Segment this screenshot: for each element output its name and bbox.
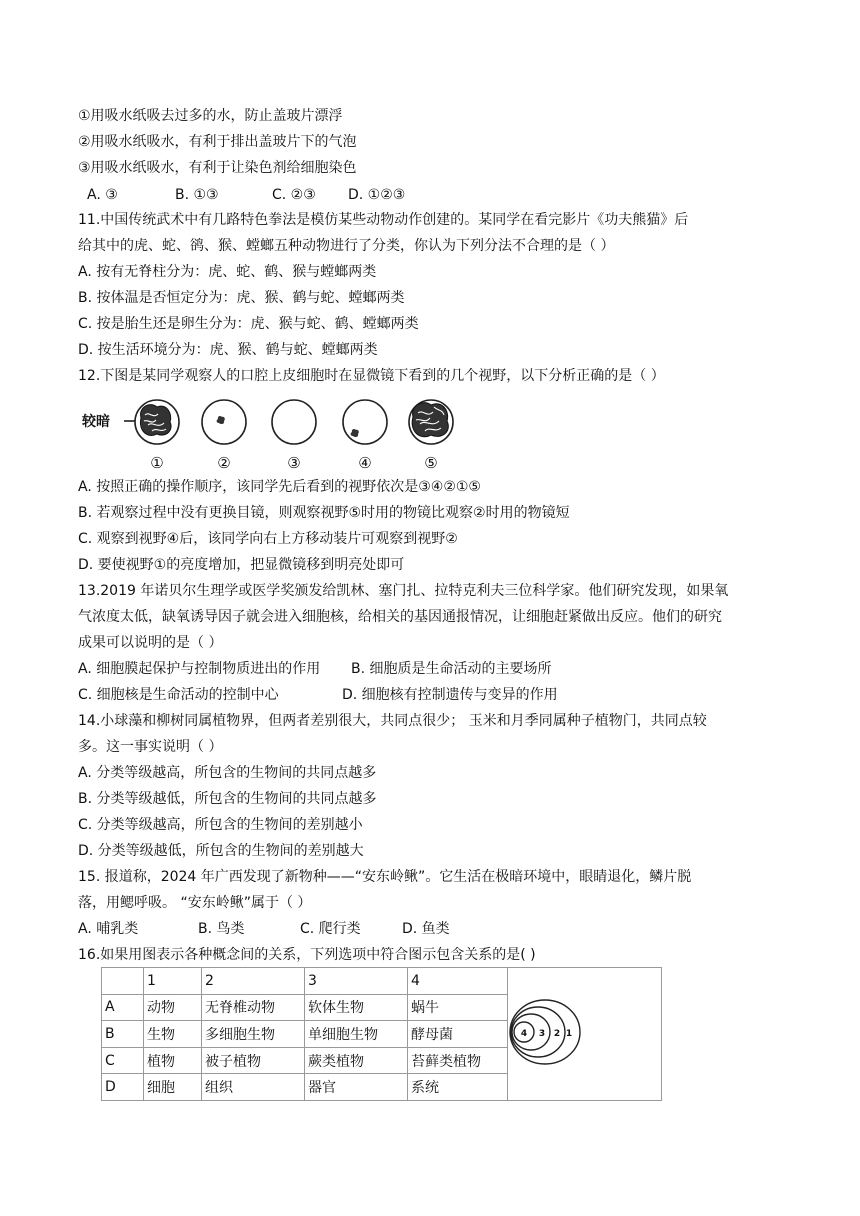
q10-option-b: B. ①③ xyxy=(175,187,219,203)
q15-options xyxy=(78,919,450,939)
table-cell: A xyxy=(102,994,144,1021)
q10-item-1: ①用吸水纸吸去过多的水，防止盖玻片漂浮 xyxy=(78,108,343,124)
nested-circles-figure-cell xyxy=(508,968,662,1101)
q11-stem-line-1: 11.中国传统武术中有几路特色拳法是模仿某些动物动作创建的。某同学在看完影片《功夫熊猫》后 xyxy=(78,212,689,228)
view-1-label: ① xyxy=(150,454,164,472)
circle-4-label: 4 xyxy=(520,1029,528,1039)
table-cell: 单细胞生物 xyxy=(305,1021,408,1048)
view-5-label: ⑤ xyxy=(424,454,438,472)
table-header-row xyxy=(102,968,662,995)
table-cell: C xyxy=(102,1047,144,1074)
circle-2-label: 2 xyxy=(553,1029,561,1039)
table-cell: 软体生物 xyxy=(305,994,408,1021)
table-cell: 多细胞生物 xyxy=(202,1021,305,1048)
q15-option-a: A. 哺乳类 xyxy=(78,921,139,937)
view-3-circle xyxy=(272,400,316,444)
q10-option-d: D. ①②③ xyxy=(348,187,406,203)
q10-item-3: ③用吸水纸吸水，有利于让染色剂给细胞染色 xyxy=(78,160,357,176)
q13-option-b: B. 细胞质是生命活动的主要场所 xyxy=(351,661,552,677)
table-cell: 生物 xyxy=(144,1021,202,1048)
circle-3-label: 3 xyxy=(538,1029,546,1039)
table-cell: 蕨类植物 xyxy=(305,1047,408,1074)
q13-option-d: D. 细胞核有控制遗传与变异的作用 xyxy=(342,687,558,703)
view-4-label: ④ xyxy=(358,454,372,472)
view-1 xyxy=(135,400,179,472)
table-cell: 组织 xyxy=(202,1074,305,1101)
dim-label: 较暗 xyxy=(82,414,110,430)
q14-option-b: B. 分类等级越低，所包含的生物间的共同点越多 xyxy=(78,791,377,807)
view-4-circle xyxy=(343,400,387,444)
q12-stem: 12.下图是某同学观察人的口腔上皮细胞时在显微镜下看到的几个视野，以下分析正确的是（ ） xyxy=(78,368,665,384)
microscope-views-figure xyxy=(78,393,478,473)
q13-option-c: C. 细胞核是生命活动的控制中心 xyxy=(78,687,279,703)
q12-option-c: C. 观察到视野④后，该同学向右上方移动装片可观察到视野② xyxy=(78,531,458,547)
view-3-label: ③ xyxy=(287,454,301,472)
q10-option-a: A. ③ xyxy=(87,187,118,203)
q15-stem-line-1: 15. 报道称，2024 年广西发现了新物种——“安东岭鳅”。它生活在极暗环境中，眼睛退化，鳞片脱 xyxy=(78,869,692,885)
table-header-cell: 2 xyxy=(202,968,305,995)
table-cell: 无脊椎动物 xyxy=(202,994,305,1021)
q15-stem-line-2: 落，用鳃呼吸。 “安东岭鳅”属于（ ） xyxy=(78,895,312,911)
q13-options-row-2 xyxy=(78,685,558,705)
q11-option-b: B. 按体温是否恒定分为：虎、猴、鹤与蛇、螳螂两类 xyxy=(78,290,405,306)
q15-option-b: B. 鸟类 xyxy=(198,921,245,937)
q11-stem-line-2: 给其中的虎、蛇、鹆、猴、螳螂五种动物进行了分类，你认为下列分法不合理的是（ ） xyxy=(78,238,615,254)
q11-option-d: D. 按生活环境分为：虎、猴、鹤与蛇、螳螂两类 xyxy=(78,342,378,358)
circle-1-label: 1 xyxy=(565,1029,573,1039)
q16-table xyxy=(101,967,662,1101)
q12-option-d: D. 要使视野①的亮度增加，把显微镜移到明亮处即可 xyxy=(78,557,405,573)
table-cell: 蜗牛 xyxy=(408,994,508,1021)
table-cell: B xyxy=(102,1021,144,1048)
view-4 xyxy=(343,400,387,472)
q11-option-a: A. 按有无脊柱分为：虎、蛇、鹤、猴与螳螂两类 xyxy=(78,264,377,280)
q15-option-d: D. 鱼类 xyxy=(402,921,450,937)
view-3 xyxy=(272,400,316,472)
table-header-cell: 1 xyxy=(144,968,202,995)
q14-stem-line-1: 14.小球藻和柳树同属植物界，但两者差别很大，共同点很少； 玉米和月季同属种子植物门，共同点较 xyxy=(78,713,707,729)
table-cell: 植物 xyxy=(144,1047,202,1074)
q13-stem-line-2: 气浓度太低，缺氧诱导因子就会进入细胞核，给相关的基因通报情况，让细胞赶紧做出反应。他们的研究 xyxy=(78,609,722,625)
q14-option-d: D. 分类等级越低，所包含的生物间的差别越大 xyxy=(78,843,364,859)
table-header-cell: 4 xyxy=(408,968,508,995)
table-cell: 酵母菌 xyxy=(408,1021,508,1048)
table-cell: D xyxy=(102,1074,144,1101)
q14-option-a: A. 分类等级越高，所包含的生物间的共同点越多 xyxy=(78,765,377,781)
q10-option-c: C. ②③ xyxy=(272,187,316,203)
view-5 xyxy=(409,400,453,472)
q13-options-row-1 xyxy=(78,659,552,679)
table-cell: 动物 xyxy=(144,994,202,1021)
table-cell: 细胞 xyxy=(144,1074,202,1101)
table-header-cell: 3 xyxy=(305,968,408,995)
q14-stem-line-2: 多。这一事实说明（ ） xyxy=(78,739,223,755)
q10-item-2: ②用吸水纸吸水，有利于排出盖玻片下的气泡 xyxy=(78,134,357,150)
nested-circles-figure xyxy=(508,968,661,1096)
table-header-cell xyxy=(102,968,144,995)
q16-stem: 16.如果用图表示各种概念间的关系，下列选项中符合图示包含关系的是( ) xyxy=(78,947,536,963)
q14-option-c: C. 分类等级越高，所包含的生物间的差别越小 xyxy=(78,817,363,833)
view-2 xyxy=(202,400,246,472)
table-cell: 系统 xyxy=(408,1074,508,1101)
q11-option-c: C. 按是胎生还是卵生分为：虎、猴与蛇、鹤、螳螂两类 xyxy=(78,316,419,332)
table-cell: 被子植物 xyxy=(202,1047,305,1074)
q13-option-a: A. 细胞膜起保护与控制物质进出的作用 xyxy=(78,661,321,677)
table-cell: 苔藓类植物 xyxy=(408,1047,508,1074)
table-cell: 器官 xyxy=(305,1074,408,1101)
q13-stem-line-1: 13.2019 年诺贝尔生理学或医学奖颁发给凯林、塞门扎、拉特克利夫三位科学家。他们研究发现，如果氧 xyxy=(78,583,729,599)
q13-stem-line-3: 成果可以说明的是（ ） xyxy=(78,635,223,651)
q12-option-a: A. 按照正确的操作顺序，该同学先后看到的视野依次是③④②①⑤ xyxy=(78,479,481,495)
q15-option-c: C. 爬行类 xyxy=(300,921,361,937)
q12-option-b: B. 若观察过程中没有更换目镜，则观察视野⑤时用的物镜比观察②时用的物镜短 xyxy=(78,505,570,521)
view-2-label: ② xyxy=(217,454,231,472)
